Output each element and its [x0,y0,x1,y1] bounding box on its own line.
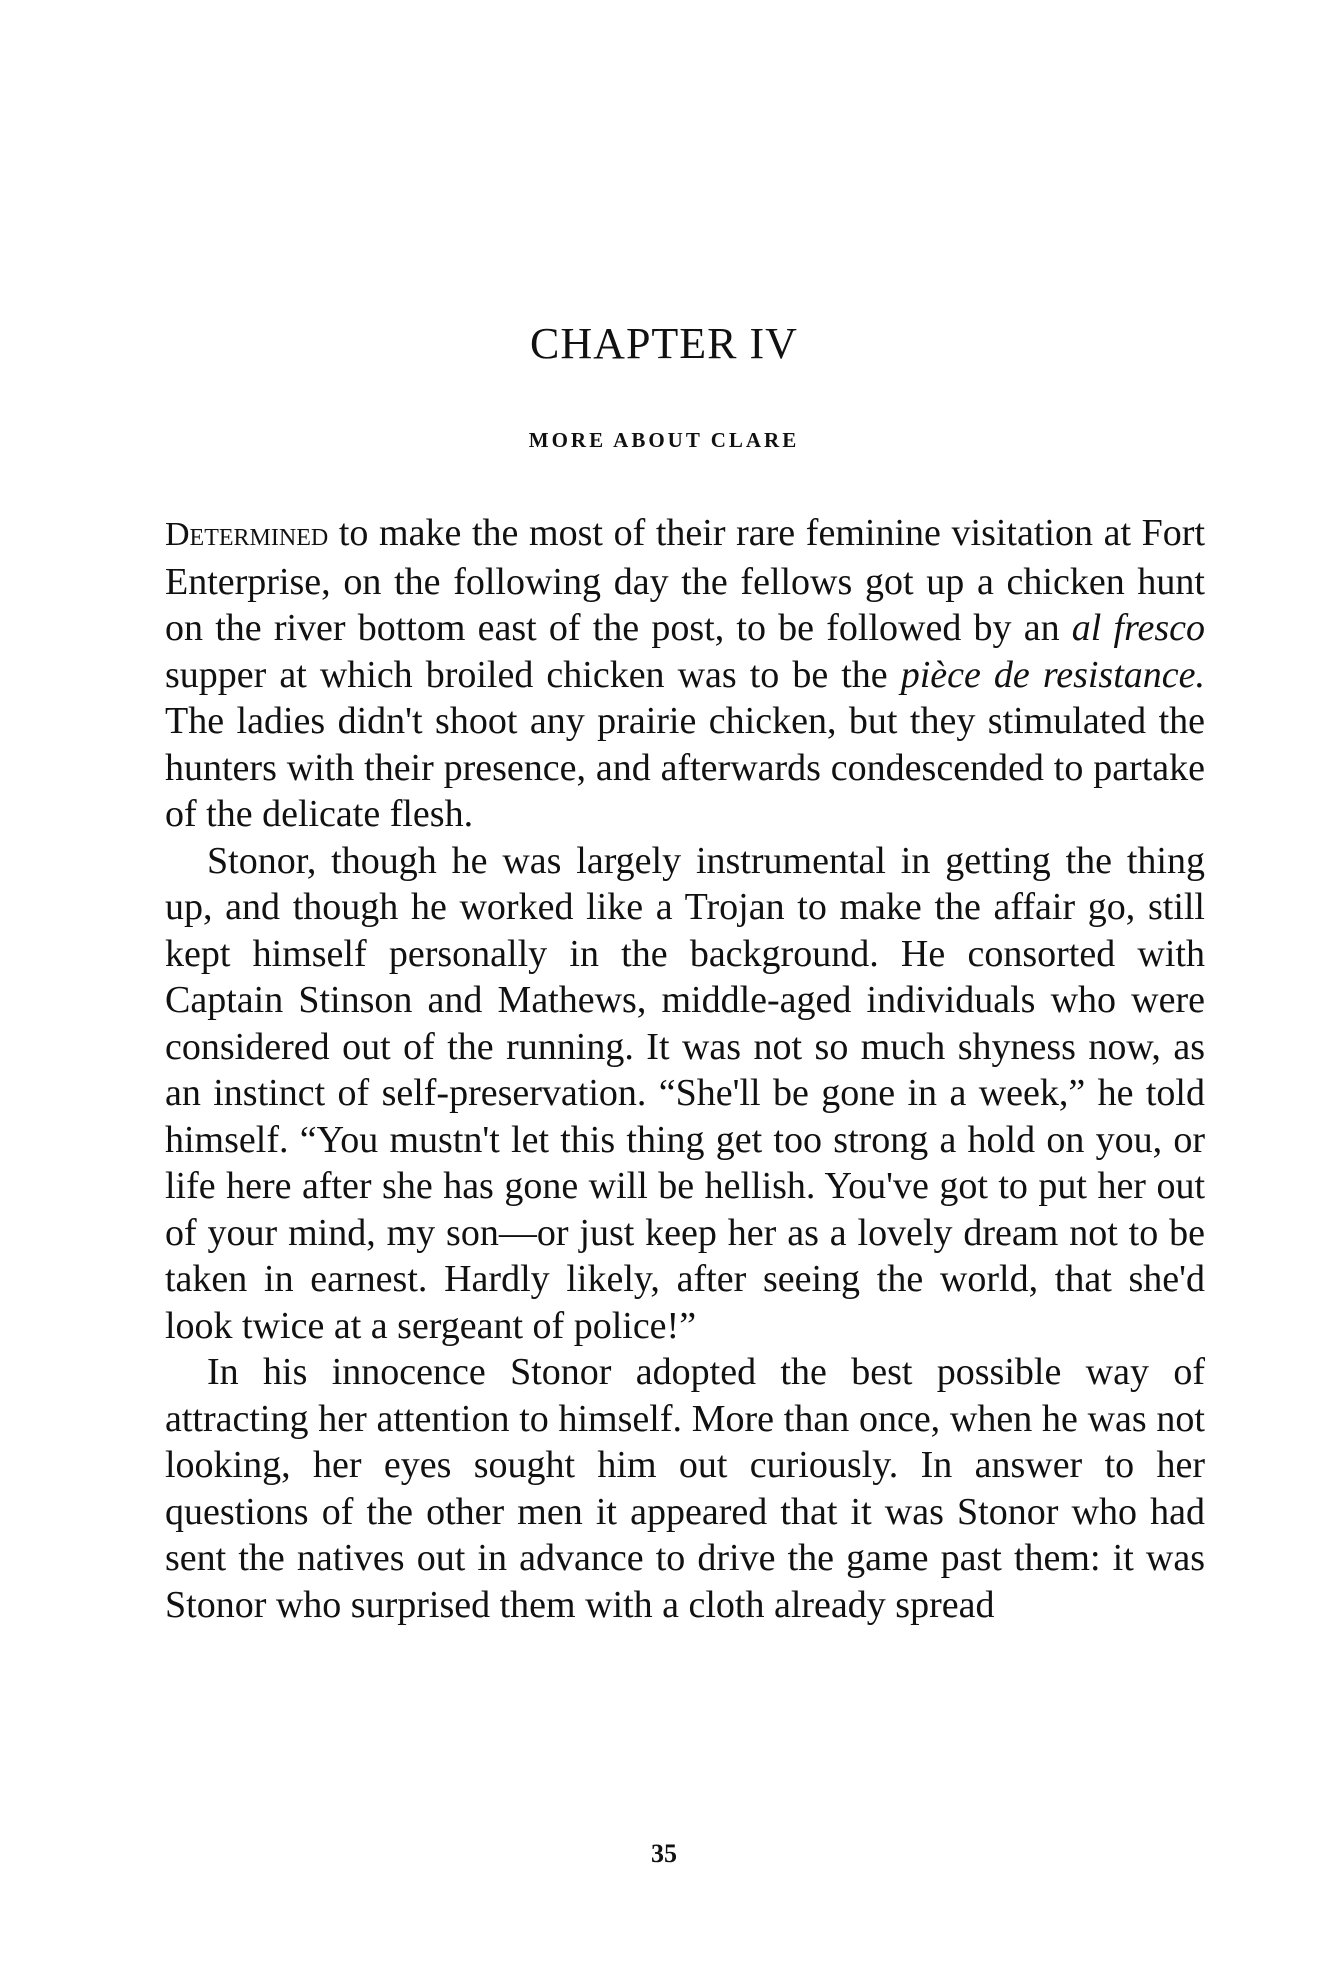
body-text [165,510,1205,1628]
paragraph-lead-word: Determined [165,516,329,553]
page-number: 35 [651,1839,677,1868]
paragraph-2: Stonor, though he was largely instrumental in getting the thing up, and though he worked like a Trojan to make the affair go, still kept himself personally in the background. He consorted with Captain Stinson and Mathews, middle-aged individuals who were considered out of the running. It was not so much shyness now, as an instinct of self-preservation. “She'll be gone in a week,” he told himself. “You mustn't let this thing get too strong a hold on you, or life here after she has gone will be hellish. You've got to put her out of your mind, my son—or just keep her as a lovely dream not to be taken in earnest. Hardly likely, after seeing the world, that she'd look twice at a sergeant of police!” [165,839,1205,1347]
text-segment: The ladies didn't shoot any prairie chicken, but they stimulated the hunters with their presence, and afterwards condescended to partake of the delicate flesh. [165,700,1205,835]
paragraph-1 [165,510,1205,838]
chapter-subtitle: MORE ABOUT CLARE [528,428,800,452]
paragraph-3: In his innocence Stonor adopted the best possible way of attracting her attention to himself. More than once, when he was not looking, her eyes sought him out curiously. In answer to her questions of the other men it appeared that it was Stonor who had sent the natives out in advance to drive the game past them: it was Stonor who surprised them with a cloth already spread [165,1351,1205,1626]
text-segment: supper at which broiled chicken was to be the [165,653,901,696]
chapter-title: CHAPTER IV [530,319,798,368]
text-segment: to make the most of their rare feminine visitation at Fort Enterprise, on the following day the fellows got up a chicken hunt on the river bottom east of the post, to be followed by an [165,512,1205,649]
italic-phrase: al fresco [1071,607,1206,649]
italic-phrase: pièce de resistance. [900,653,1205,696]
